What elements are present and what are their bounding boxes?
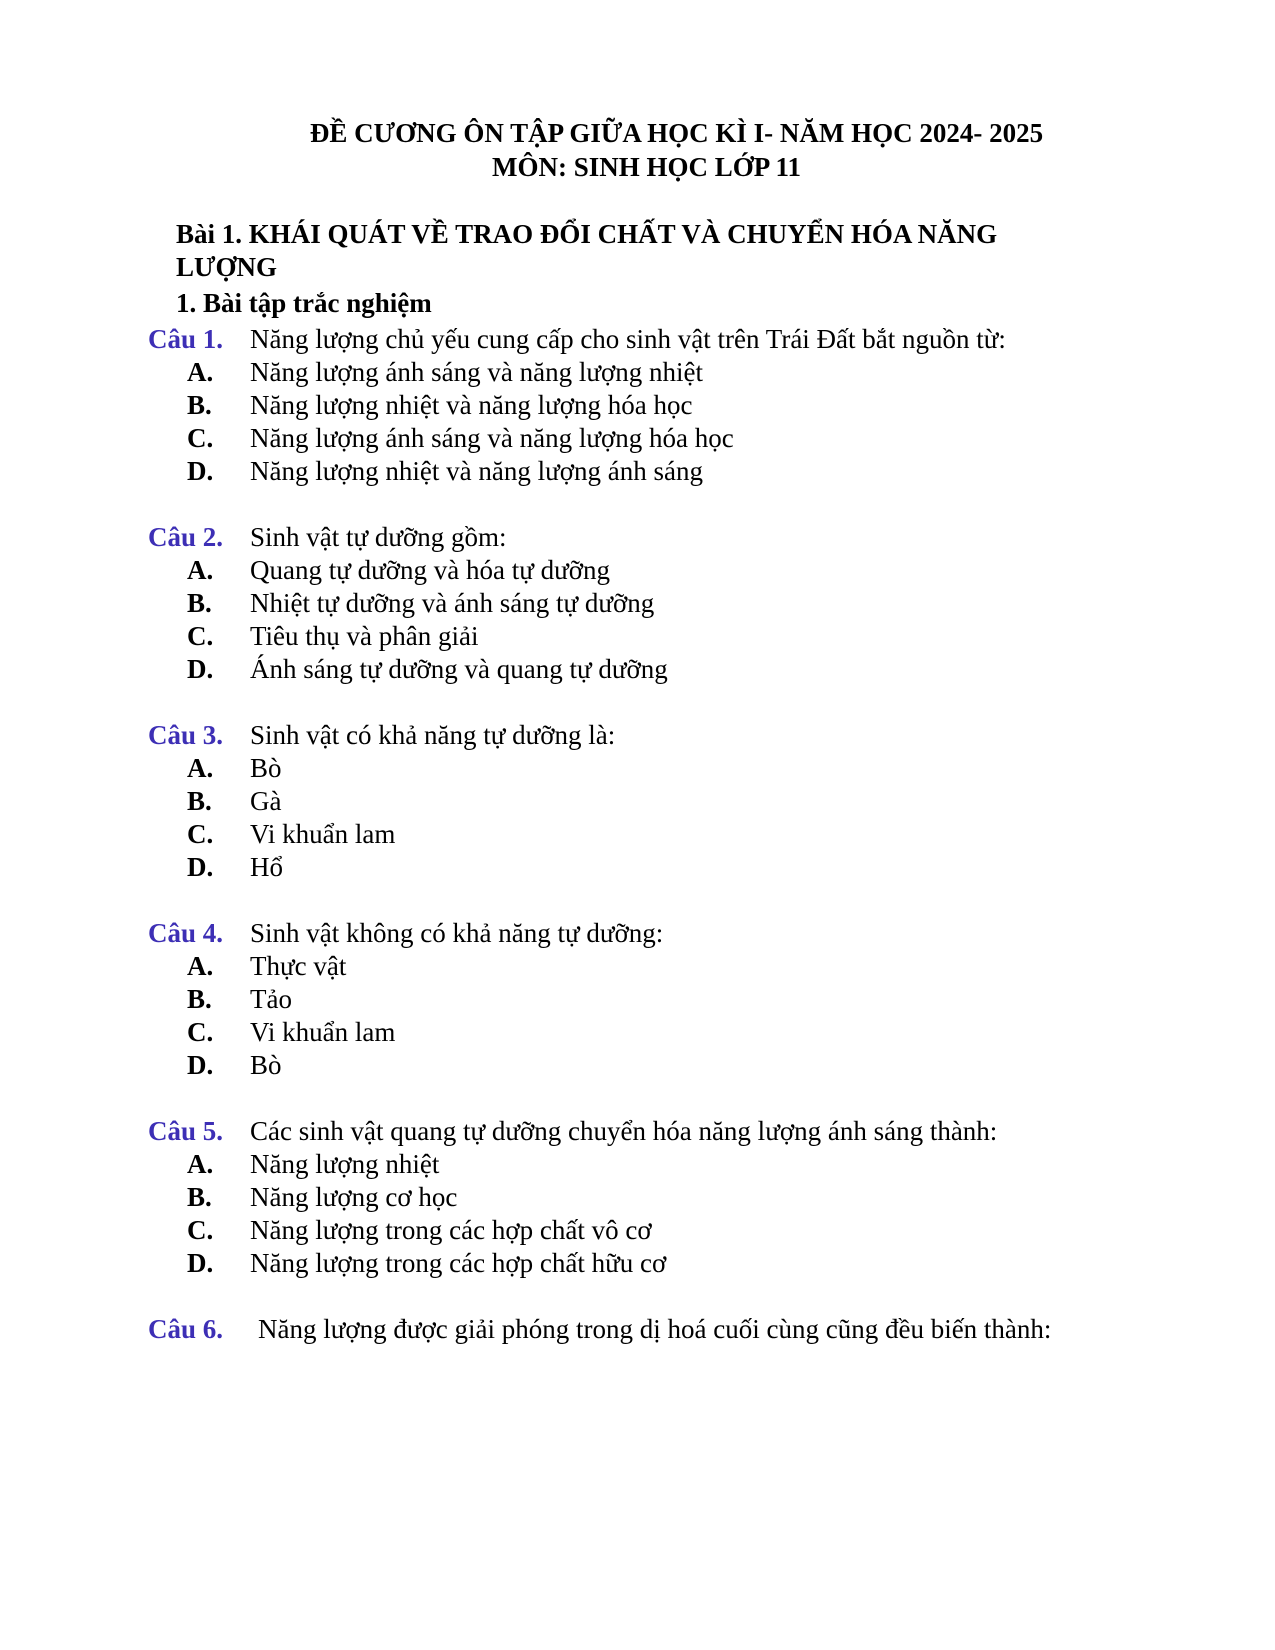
question-label: Câu 2. <box>148 522 224 552</box>
question-stem <box>0 718 1275 752</box>
question-4 <box>0 916 1275 1082</box>
answer-option <box>0 1247 1275 1280</box>
option-label: C. <box>187 1017 214 1047</box>
question-5 <box>0 1114 1275 1280</box>
question-label: Câu 3. <box>148 720 224 750</box>
option-label: D. <box>187 1248 214 1278</box>
option-text: Năng lượng trong các hợp chất hữu cơ <box>250 1248 667 1278</box>
question-list <box>0 322 1275 1378</box>
question-stem <box>0 916 1275 950</box>
option-label: D. <box>187 654 214 684</box>
question-stem <box>0 520 1275 554</box>
section-heading: Bài 1. KHÁI QUÁT VỀ TRAO ĐỔI CHẤT VÀ CHUYỂN HÓA NĂNG LƯỢNG <box>176 219 998 282</box>
document-title <box>0 116 1275 184</box>
answer-option <box>0 1016 1275 1049</box>
answer-option <box>0 422 1275 455</box>
answer-option <box>0 851 1275 884</box>
option-label: B. <box>187 786 212 816</box>
question-text: Sinh vật không có khả năng tự dưỡng: <box>250 918 664 948</box>
option-text: Năng lượng nhiệt và năng lượng hóa học <box>250 390 693 420</box>
question-label: Câu 5. <box>148 1116 224 1146</box>
title-line-1: ĐỀ CƯƠNG ÔN TẬP GIỮA HỌC KÌ I- NĂM HỌC 2024- 2025 <box>309 118 1044 148</box>
option-text: Năng lượng ánh sáng và năng lượng nhiệt <box>250 357 703 387</box>
answer-option <box>0 818 1275 851</box>
answer-option <box>0 389 1275 422</box>
option-text: Năng lượng trong các hợp chất vô cơ <box>250 1215 652 1245</box>
option-text: Năng lượng ánh sáng và năng lượng hóa học <box>250 423 734 453</box>
title-line-2: MÔN: SINH HỌC LỚP 11 <box>491 152 802 182</box>
question-1 <box>0 322 1275 488</box>
answer-option <box>0 752 1275 785</box>
answer-option <box>0 1214 1275 1247</box>
option-label: A. <box>187 1149 214 1179</box>
question-text: Sinh vật tự dưỡng gồm: <box>250 522 507 552</box>
answer-option <box>0 983 1275 1016</box>
option-text: Tảo <box>250 984 292 1014</box>
option-label: B. <box>187 390 212 420</box>
question-text: Năng lượng chủ yếu cung cấp cho sinh vật trên Trái Đất bắt nguồn từ: <box>250 324 1006 354</box>
question-label: Câu 1. <box>148 324 224 354</box>
question-6 <box>0 1312 1275 1346</box>
option-label: C. <box>187 819 214 849</box>
option-text: Quang tự dưỡng và hóa tự dưỡng <box>250 555 611 585</box>
option-label: B. <box>187 1182 212 1212</box>
option-text: Vi khuẩn lam <box>250 819 396 849</box>
option-label: A. <box>187 951 214 981</box>
answer-option <box>0 1049 1275 1082</box>
question-label: Câu 6. <box>148 1314 224 1344</box>
option-label: D. <box>187 1050 214 1080</box>
option-label: B. <box>187 984 212 1014</box>
option-text: Hổ <box>250 852 283 882</box>
option-label: C. <box>187 423 214 453</box>
option-label: A. <box>187 753 214 783</box>
question-stem <box>0 1114 1275 1148</box>
option-label: D. <box>187 456 214 486</box>
option-text: Bò <box>250 1050 282 1080</box>
question-label: Câu 4. <box>148 918 224 948</box>
answer-option <box>0 455 1275 488</box>
option-text: Ánh sáng tự dưỡng và quang tự dưỡng <box>250 654 668 684</box>
option-label: A. <box>187 555 214 585</box>
option-text: Nhiệt tự dưỡng và ánh sáng tự dưỡng <box>250 588 655 618</box>
option-label: C. <box>187 621 214 651</box>
question-text: Năng lượng được giải phóng trong dị hoá cuối cùng cũng đều biến thành: <box>258 1314 1052 1344</box>
option-text: Bò <box>250 753 282 783</box>
option-label: D. <box>187 852 214 882</box>
option-label: A. <box>187 357 214 387</box>
option-text: Thực vật <box>250 951 347 981</box>
answer-option <box>0 950 1275 983</box>
option-text: Tiêu thụ và phân giải <box>250 621 479 651</box>
answer-option <box>0 1148 1275 1181</box>
question-text: Sinh vật có khả năng tự dưỡng là: <box>250 720 616 750</box>
question-stem <box>0 1312 1275 1346</box>
option-text: Vi khuẩn lam <box>250 1017 396 1047</box>
question-2 <box>0 520 1275 686</box>
option-label: B. <box>187 588 212 618</box>
answer-option <box>0 785 1275 818</box>
answer-option <box>0 1181 1275 1214</box>
answer-option <box>0 356 1275 389</box>
answer-option <box>0 620 1275 653</box>
question-text: Các sinh vật quang tự dưỡng chuyển hóa năng lượng ánh sáng thành: <box>250 1116 998 1146</box>
question-stem <box>0 322 1275 356</box>
option-text: Năng lượng nhiệt và năng lượng ánh sáng <box>250 456 703 486</box>
answer-option <box>0 653 1275 686</box>
option-text: Gà <box>250 786 282 816</box>
option-text: Năng lượng nhiệt <box>250 1149 440 1179</box>
answer-option <box>0 587 1275 620</box>
sub-heading: 1. Bài tập trắc nghiệm <box>176 288 432 318</box>
answer-option <box>0 554 1275 587</box>
question-3 <box>0 718 1275 884</box>
option-text: Năng lượng cơ học <box>250 1182 458 1212</box>
option-label: C. <box>187 1215 214 1245</box>
